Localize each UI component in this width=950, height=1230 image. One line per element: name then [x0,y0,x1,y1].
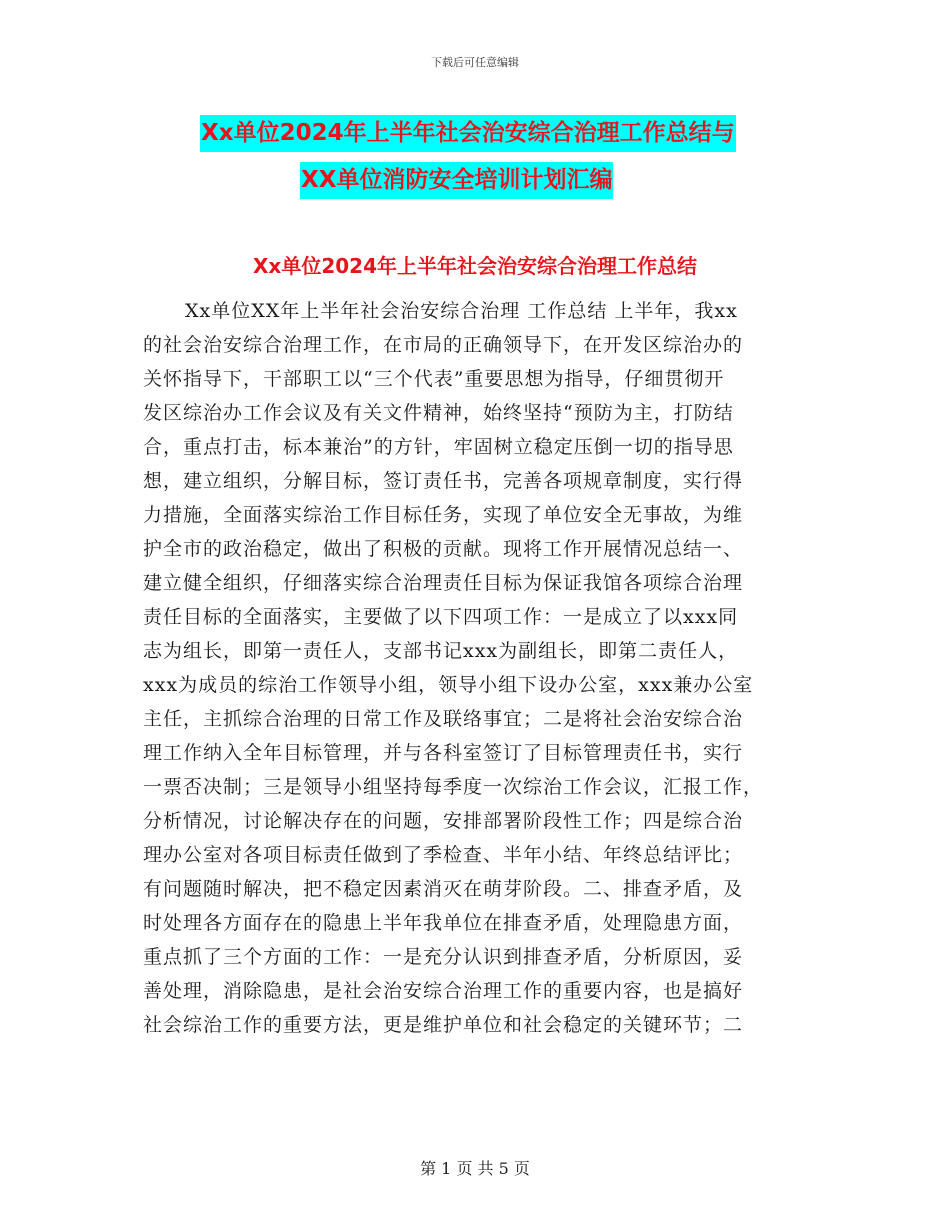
body-line: 重点抓了三个方面的工作：一是充分认识到排查矛盾，分析原因，妥 [143,946,744,968]
body-line: 一票否决制；三是领导小组坚持每季度一次综治工作会议，汇报工作， [143,776,764,798]
body-line: 合，重点打击，标本兼治”的方针，牢固树立稳定压倒一切的指导思 [143,436,734,458]
body-line: 力措施，全面落实综治工作目标任务，实现了单位安全无事故，为维 [143,504,744,526]
title-line-1-wrapper [200,110,810,157]
page-header-note: 下载后可任意编辑 [431,56,519,69]
body-line: 发区综治办工作会议及有关文件精神，始终坚持“预防为主，打防结 [143,402,734,424]
body-line: 理工作纳入全年目标管理，并与各科室签订了目标管理责任书，实行 [143,742,744,764]
body-line: 理办公室对各项目标责任做到了季检查、半年小结、年终总结评比； [143,844,744,866]
document-title [200,110,810,204]
title-line-2-wrapper [300,157,810,204]
body-line: 善处理，消除隐患，是社会治安综合治理工作的重要内容，也是搞好 [143,980,744,1002]
body-line: 护全市的政治稳定，做出了积极的贡献。现将工作开展情况总结一、 [143,538,744,560]
body-line: 责任目标的全面落实，主要做了以下四项工作：一是成立了以xxx同 [143,606,739,628]
body-line: 关怀指导下，干部职工以“三个代表”重要思想为指导，仔细贯彻开 [143,368,725,390]
body-line: 想，建立组织，分解目标，签订责任书，完善各项规章制度，实行得 [143,470,744,492]
body-line: 有问题随时解决，把不稳定因素消灭在萌芽阶段。二、排查矛盾，及 [143,878,744,900]
body-line: 时处理各方面存在的隐患上半年我单位在排查矛盾，处理隐患方面， [143,912,744,934]
title-line-2: XX单位消防安全培训计划汇编 [300,162,613,199]
section-title: Xx单位2024年上半年社会治安综合治理工作总结 [253,254,697,278]
body-line: Xx单位XX年上半年社会治安综合治理 工作总结 上半年，我xx [185,300,738,322]
body-line: 的社会治安综合治理工作，在市局的正确领导下，在开发区综治办的 [143,334,744,356]
body-text [143,294,805,1042]
body-line: 社会综治工作的重要方法，更是维护单位和社会稳定的关键环节；二 [143,1014,744,1036]
body-line: xxx为成员的综治工作领导小组，领导小组下设办公室，xxx兼办公室 [143,674,754,696]
body-line: 建立健全组织，仔细落实综合治理责任目标为保证我馆各项综合治理 [143,572,744,594]
body-line: 分析情况，讨论解决存在的问题，安排部署阶段性工作；四是综合治 [143,810,744,832]
body-line: 志为组长，即第一责任人，支部书记xxx为副组长，即第二责任人， [143,640,739,662]
page-number-footer: 第 1 页 共 5 页 [420,1159,530,1178]
body-line: 主任，主抓综合治理的日常工作及联络事宜；二是将社会治安综合治 [143,708,744,730]
title-line-1: Xx单位2024年上半年社会治安综合治理工作总结与 [200,115,736,152]
